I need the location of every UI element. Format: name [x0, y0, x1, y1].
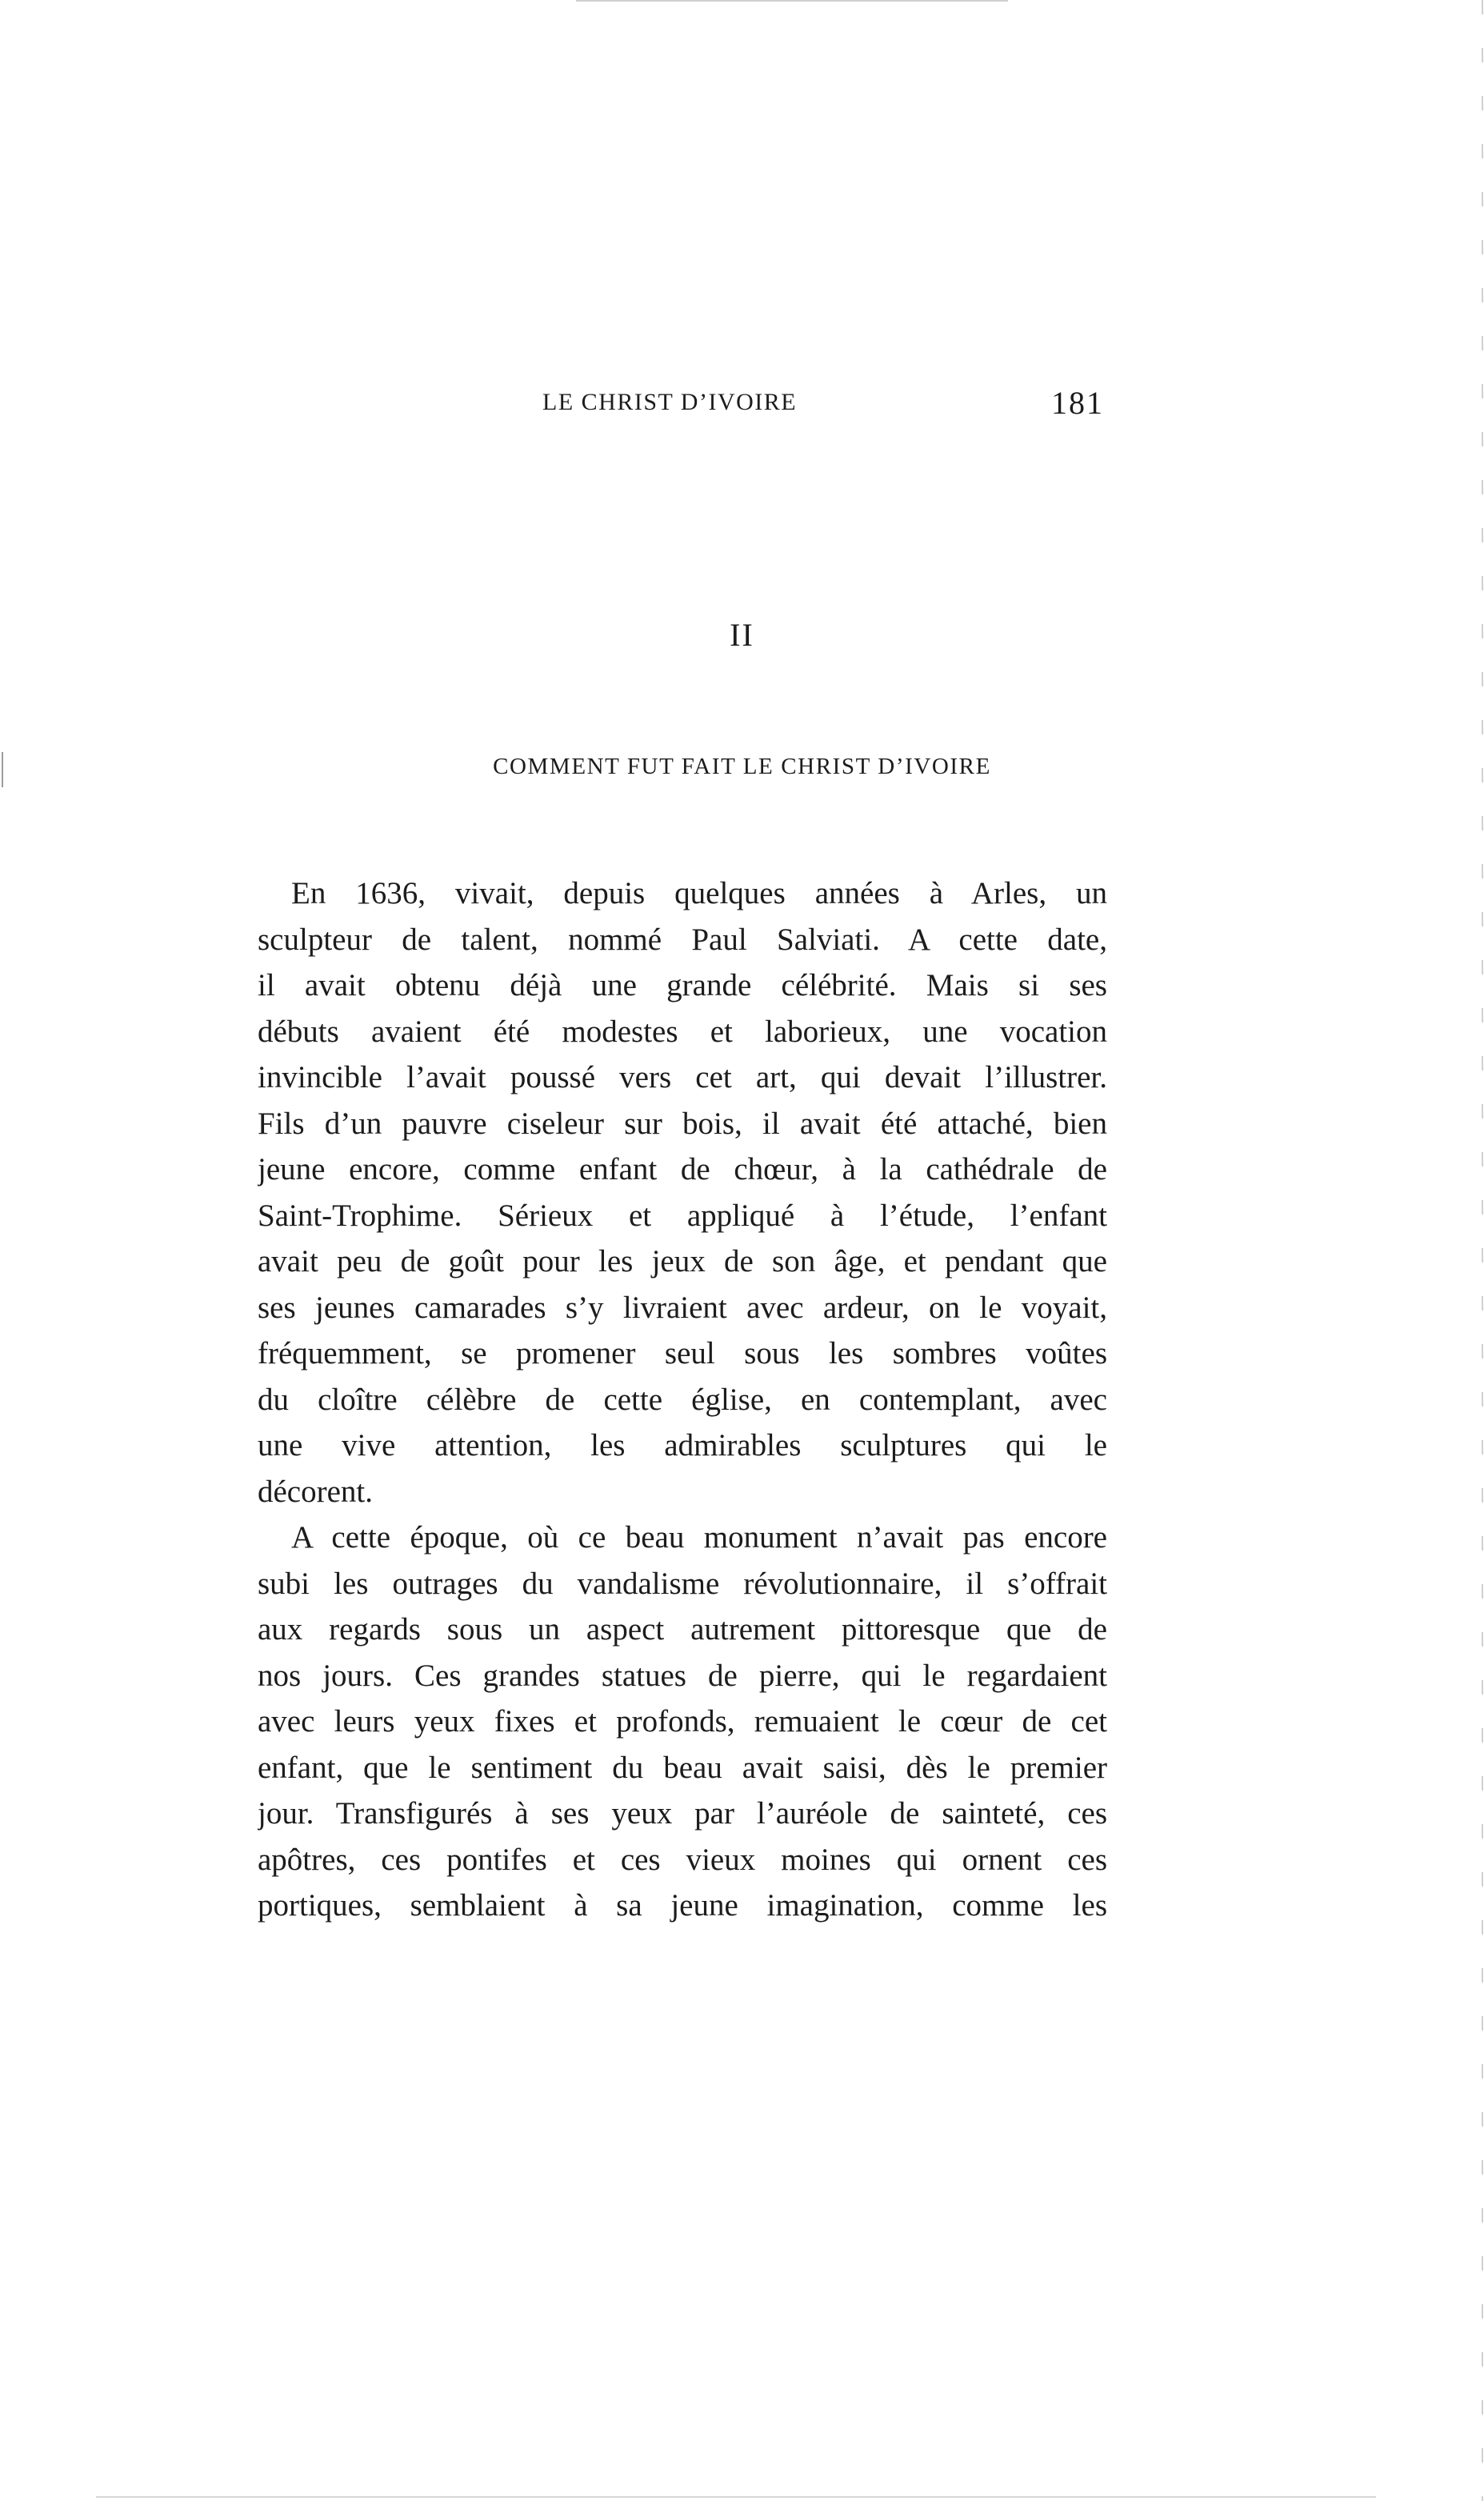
- text-line: En 1636, vivait, depuis quelques années à Arles, un: [291, 876, 1107, 910]
- chapter-number: II: [730, 617, 754, 653]
- text-line: il avait obtenu déjà une grande célébrité. Mais si ses: [258, 968, 1107, 1002]
- text-line: Fils d’un pauvre ciseleur sur bois, il avait été attaché, bien: [258, 1106, 1107, 1141]
- scan-artifact-top: [576, 0, 1008, 2]
- text-line: du cloître célèbre de cette église, en contemplant, avec: [258, 1382, 1107, 1417]
- scan-artifact-right: [1482, 0, 1483, 2501]
- text-line: débuts avaient été modestes et laborieux, une vocation: [258, 1014, 1107, 1049]
- text-line: portiques, semblaient à sa jeune imagination, comme les: [258, 1888, 1107, 1923]
- page-number: 181: [1051, 385, 1104, 421]
- text-line: subi les outrages du vandalisme révolutionnaire, il s’offrait: [258, 1566, 1107, 1601]
- text-line: aux regards sous un aspect autrement pittoresque que de: [258, 1612, 1107, 1647]
- text-line: avait peu de goût pour les jeux de son âge, et pendant que: [258, 1244, 1107, 1279]
- text-line: A cette époque, où ce beau monument n’avait pas encore: [291, 1520, 1107, 1555]
- text-line: nos jours. Ces grandes statues de pierre, qui le regardaient: [258, 1658, 1107, 1693]
- running-title: LE CHRIST D’IVOIRE: [542, 389, 798, 415]
- text-line: sculpteur de talent, nommé Paul Salviati. A cette date,: [258, 922, 1107, 957]
- body-text: [258, 870, 1107, 1929]
- text-line: enfant, que le sentiment du beau avait saisi, dès le premier: [258, 1750, 1107, 1785]
- chapter-title: COMMENT FUT FAIT LE CHRIST D’IVOIRE: [493, 754, 991, 779]
- paragraph-2: [258, 1515, 1107, 1929]
- text-line: avec leurs yeux fixes et profonds, remuaient le cœur de cet: [258, 1704, 1107, 1739]
- text-line: invincible l’avait poussé vers cet art, qui devait l’illustrer.: [258, 1060, 1107, 1094]
- text-line: jour. Transfigurés à ses yeux par l’auréole de sainteté, ces: [258, 1796, 1107, 1831]
- text-line: Saint-Trophime. Sérieux et appliqué à l’étude, l’enfant: [258, 1198, 1107, 1233]
- text-line: ses jeunes camarades s’y livraient avec ardeur, on le voyait,: [258, 1290, 1107, 1325]
- text-line: apôtres, ces pontifes et ces vieux moines qui ornent ces: [258, 1842, 1107, 1877]
- paragraph-1: [258, 870, 1107, 1515]
- text-line: décorent.: [258, 1474, 374, 1509]
- running-head: [256, 385, 1104, 424]
- text-line: jeune encore, comme enfant de chœur, à la cathédrale de: [258, 1152, 1107, 1186]
- scan-artifact-bottom: [96, 2496, 1376, 2498]
- text-line: fréquemment, se promener seul sous les sombres voûtes: [258, 1336, 1107, 1371]
- text-line: une vive attention, les admirables sculptures qui le: [258, 1428, 1107, 1463]
